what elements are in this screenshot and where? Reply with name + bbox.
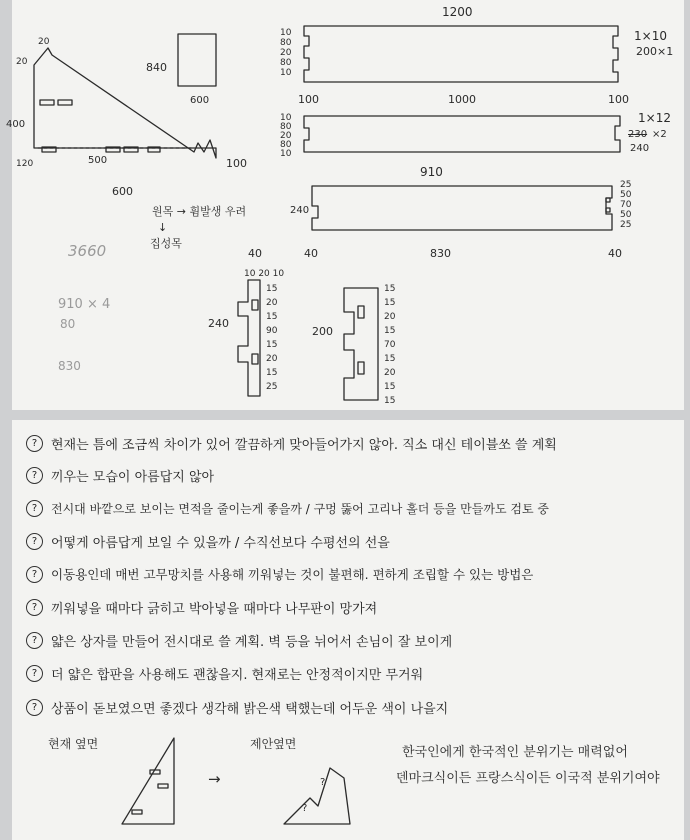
dim: 15 <box>384 382 396 392</box>
dim: 20 <box>266 354 278 364</box>
dim: 80 <box>280 122 292 132</box>
wood-note-2: 집성목 <box>150 237 182 250</box>
bullet-icon: ? <box>26 566 43 583</box>
note-text: 더 얇은 합판을 사용해도 괜찮을지. 현재로는 안정적이지만 무거워 <box>51 668 424 683</box>
dim: 25 <box>620 220 632 230</box>
shelf-2-note-1: 1×12 <box>638 111 671 125</box>
dim: 10 <box>280 149 292 159</box>
note-text: 이동용인데 매번 고무망치를 사용해 끼워넣는 것이 불편해. 편하게 조립할 수 있는 방법은 <box>51 567 534 582</box>
wood-note-1: 원목 → 휨발생 우려 <box>152 205 247 218</box>
calc-line-1: 910 × 4 <box>58 297 111 312</box>
bullet-icon: ? <box>26 665 43 682</box>
shelf-1-bottom-right: 100 <box>608 93 629 106</box>
shelf-1-bottom-left: 100 <box>298 93 319 106</box>
dim: 70 <box>620 200 632 210</box>
label-600-box: 600 <box>190 95 210 106</box>
detail-a-hole-2 <box>252 354 258 364</box>
label-120: 120 <box>16 159 34 169</box>
label-20-left: 20 <box>16 57 28 67</box>
dim: 25 <box>266 382 278 392</box>
proposal-side-sketch <box>284 768 350 824</box>
box-840x600 <box>178 34 216 86</box>
detail-b-left: 200 <box>312 325 333 338</box>
detail-a <box>238 280 260 396</box>
bullet-icon: ? <box>26 632 43 649</box>
dim: 90 <box>266 326 278 336</box>
dim: 15 <box>266 340 278 350</box>
shelf-3-peg-2 <box>606 208 610 212</box>
label-400: 400 <box>6 119 26 130</box>
shelf-1-note-2: 200×1 <box>636 45 674 58</box>
dim: 15 <box>384 326 396 336</box>
dim: 20 <box>280 48 292 58</box>
note-text: 끼우는 모습이 아름답지 않아 <box>51 470 215 485</box>
shelf-1-bottom-mid: 1000 <box>448 93 476 106</box>
shelf-2-note-2: ×2 <box>652 129 667 140</box>
notes-page <box>12 420 684 840</box>
dim: 15 <box>266 368 278 378</box>
label-600: 600 <box>112 185 133 198</box>
bullet-icon: ? <box>26 533 43 550</box>
label-500: 500 <box>88 155 108 166</box>
dim: 10 <box>280 113 292 123</box>
shelf-1-width: 1200 <box>442 5 473 19</box>
shelf-3-bottom-3: 830 <box>430 247 451 260</box>
detail-b-hole-1 <box>358 306 364 318</box>
detail-a-left: 240 <box>208 317 229 330</box>
sketch-page <box>6 0 684 410</box>
dim: 20 <box>384 368 396 378</box>
front-label: 현재 옆면 <box>48 737 99 751</box>
detail-b <box>344 288 378 400</box>
dim: 70 <box>384 340 396 350</box>
shelf-2 <box>304 116 620 152</box>
dim: 80 <box>280 38 292 48</box>
closing-line-1: 한국인에게 한국적인 분위기는 매력없어 <box>402 745 628 760</box>
note-text: 상품이 돋보였으면 좋겠다 생각해 밝은색 택했는데 어두운 색이 나을지 <box>51 702 449 717</box>
shelf-1 <box>304 26 618 82</box>
slot-2 <box>58 100 72 105</box>
shelf-3-width: 910 <box>420 165 443 179</box>
shelf-3-bottom-1: 40 <box>248 247 262 260</box>
closing-line-2: 덴마크식이든 프랑스식이든 이국적 분위기여야 <box>396 771 660 786</box>
bullet-icon: ? <box>26 699 43 716</box>
wood-note-arrow: ↓ <box>158 221 168 234</box>
faint-number: 3660 <box>68 242 107 260</box>
calc-line-2: 80 <box>60 317 76 331</box>
sketch-drawing <box>12 0 684 410</box>
proposal-label: 제안옆면 <box>250 737 297 751</box>
dim: 50 <box>620 210 632 220</box>
label-100: 100 <box>226 157 247 170</box>
dim: 15 <box>384 284 396 294</box>
note-text: 현재는 틈에 조금씩 차이가 있어 깔끔하게 맞아들어가지 않아. 직소 대신 테이블쏘 쓸 계획 <box>51 438 557 453</box>
note-text: 어떻게 아름답게 보일 수 있을까 / 수직선보다 수평선의 선을 <box>51 536 390 551</box>
label-20-top: 20 <box>38 37 50 47</box>
detail-b-hole-2 <box>358 362 364 374</box>
note-text: 얇은 상자를 만들어 전시대로 쓸 계획. 벽 등을 뉘어서 손님이 잘 보이게 <box>51 635 453 650</box>
current-slot-3 <box>132 810 142 814</box>
shelf-3-bottom-2: 40 <box>304 247 318 260</box>
current-slot-1 <box>150 770 160 774</box>
note-text: 전시대 바깥으로 보이는 면적을 줄이는게 좋을까 / 구멍 뚫어 고리나 홀더 등을 만들까도 검토 중 <box>51 502 549 516</box>
detail-b-dims <box>384 282 395 408</box>
shelf-3-left: 240 <box>290 205 310 216</box>
dim: 15 <box>384 354 396 364</box>
detail-a-hole-1 <box>252 300 258 310</box>
detail-a-top: 10 20 10 <box>244 269 285 279</box>
proposal-tag-a: ? <box>320 777 326 788</box>
dim: 15 <box>266 312 278 322</box>
bullet-icon: ? <box>26 435 43 452</box>
dim: 15 <box>384 396 396 406</box>
dim: 80 <box>280 140 292 150</box>
shelf-2-note-struck: 230 <box>628 129 648 140</box>
current-slot-2 <box>158 784 168 788</box>
bullet-icon: ? <box>26 500 43 517</box>
bullet-icon: ? <box>26 467 43 484</box>
bullet-icon: ? <box>26 599 43 616</box>
shelf-1-note-1: 1×10 <box>634 29 667 43</box>
arrow-icon: → <box>208 770 221 788</box>
side-panel-outline <box>34 48 216 158</box>
dim: 80 <box>280 58 292 68</box>
shelf-2-note-3: 240 <box>630 143 650 154</box>
shelf-2-left-dims <box>280 114 291 159</box>
shelf-3 <box>312 186 612 230</box>
shelf-3-bottom-4: 40 <box>608 247 622 260</box>
current-side-sketch <box>122 738 174 824</box>
dim: 20 <box>280 131 292 141</box>
note-text: 끼워넣을 때마다 긁히고 박아넣을 때마다 나무판이 망가져 <box>51 602 378 617</box>
dim: 15 <box>384 298 396 308</box>
dim: 15 <box>266 284 278 294</box>
dim: 10 <box>280 68 292 78</box>
shelf-3-right-dims <box>620 180 631 230</box>
shelf-1-left-dims <box>280 28 291 78</box>
slot-1 <box>40 100 54 105</box>
label-840: 840 <box>146 61 167 74</box>
shelf-3-peg-1 <box>606 198 610 202</box>
proposal-tag-b: ? <box>302 803 308 814</box>
dim: 10 <box>280 28 292 38</box>
dim: 20 <box>384 312 396 322</box>
dim: 50 <box>620 190 632 200</box>
dim: 20 <box>266 298 278 308</box>
detail-a-dims <box>266 282 277 394</box>
dim: 25 <box>620 180 632 190</box>
calc-line-3: 830 <box>58 359 81 373</box>
